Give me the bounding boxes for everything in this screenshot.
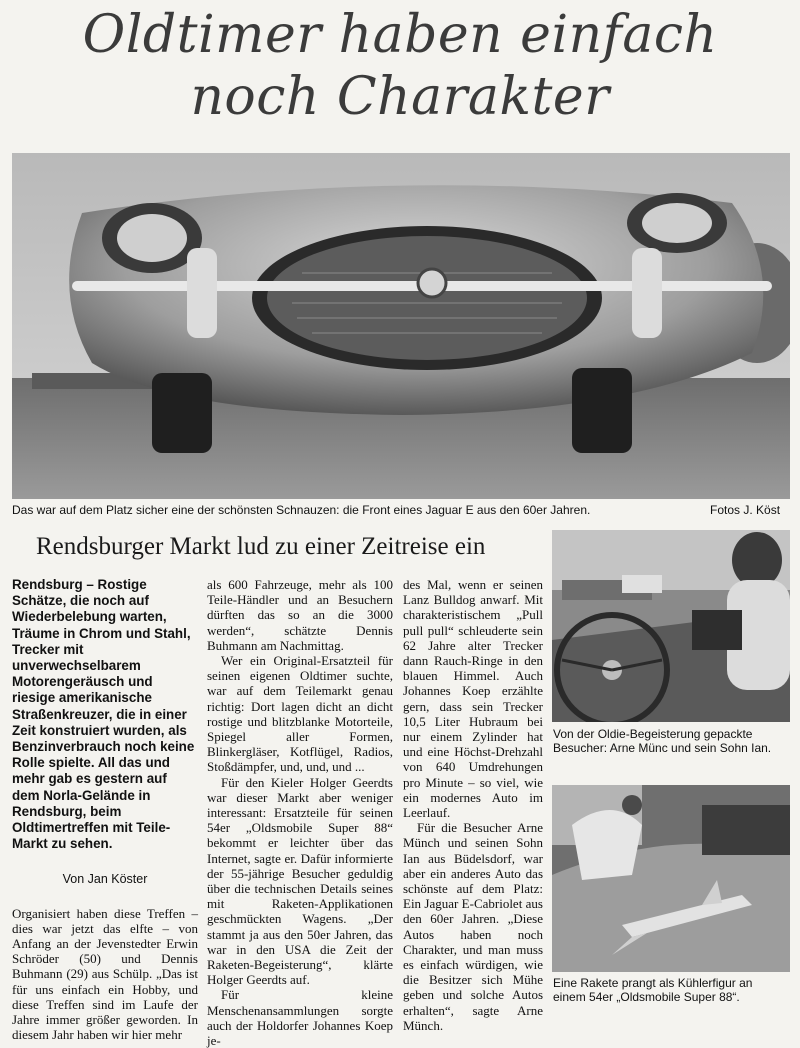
article-paragraph: Wer ein Original-Ersatzteil für seinen eigenen Oldtimer suchte, war auf dem Teilemarkt genau richtig: Dort lagen dicht an dicht rostige und blitzblanke Motorteile, Spiegel aller Formen, Blinkergläser, Kotflügel, Radios, Stoßdämpfer, und, und, und ... — [207, 653, 393, 775]
article-paragraph: als 600 Fahrzeuge, mehr als 100 Teile-Händler und an Besuchern dürften das so an die 3000 werden“, schätzte Dennis Buhmann am Nachmittag. — [207, 577, 393, 653]
article-column-2 — [207, 577, 393, 1048]
main-photo-caption: Das war auf dem Platz sicher eine der schönsten Schnauzen: die Front eines Jaguar E aus den 60er Jahren. — [12, 503, 591, 517]
subheadline: Rendsburger Markt lud zu einer Zeitreise ein — [36, 533, 486, 560]
article-paragraph: Für die Besucher Arne Münch und seinen Sohn Ian aus Büdelsdorf, war aber ein anderes Auto das schönste auf dem Platz: Ein Jaguar E-Cabriolet aus den 60er Jahren. „Diese Autos haben noch Charakter, und man muss es einfach würdigen, wie die Besitzer sich Mühe geben und solche Autos erhalten“, sagte Arne Münch. — [403, 820, 543, 1033]
side-photo-1-caption: Von der Oldie-Begeisterung gepackte Besucher: Arne Münc und sein Sohn Ian. — [553, 727, 772, 755]
article-column-1 — [12, 577, 198, 1042]
byline: Von Jan Köster — [62, 872, 148, 887]
article-paragraph: Für kleine Menschenansammlungen sorgte auch der Holdorfer Johannes Koep je- — [207, 987, 393, 1048]
article-paragraph: Für den Kieler Holger Geerdts war dieser Markt aber weniger interessant: Ersatzteile für seinen 54er „Oldsmobile Super 88“ bekommt er leichter über das Internet, sagte er. Dafür informierte der 55-jährige Besucher geduldig über die technischen Details seines mit Raketen-Applikationen geschmückten Wagens. „Der stammt ja aus den 50er Jahren, das war in den USA die Zeit der Raketen-Begeisterung“, klärte Holger Geerdts auf. — [207, 774, 393, 988]
photo-credit: Fotos J. Köst — [710, 503, 781, 517]
headline-line-2: noch Charakter — [190, 67, 610, 127]
headline — [0, 4, 800, 128]
article-lead: Rendsburg – Rostige Schätze, die noch auf Wiederbelebung warten, Träume in Chrom und Stahl, Trecker mit unverwechselbarem Motorengeräusch und riesige amerikanische Straßenkreuzer, die in einer Zeit konstruiert wurden, als Benzinverbrauch noch keine Rolle spielte. All das und mehr gab es gestern auf dem Norla-Gelände in Rendsburg, beim Oldtimertreffen mit Teile-Markt zu sehen. — [12, 577, 195, 852]
article-column-3 — [403, 577, 543, 1033]
side-photo-rocket-ornament — [552, 785, 790, 972]
main-photo-jaguar-front — [12, 153, 790, 499]
headline-line-1: Oldtimer haben einfach — [82, 5, 718, 65]
side-photo-2-caption: Eine Rakete prangt als Kühlerfigur an einem 54er „Oldsmobile Super 88“. — [553, 976, 753, 1004]
side-photo-car-interior — [552, 530, 790, 722]
article-paragraph: des Mal, wenn er seinen Lanz Bulldog anwarf. Mit charakteristischem „Pull pull pull“ schleuderte sein 62 Jahre alter Trecker dann Rauch-Ringe in den blauen Himmel. Auch Johannes Koep erzählte gern, dass sein Trecker 10,5 Liter Hubraum bei nur einem Zylinder hat und eine Höchst-Drehzahl von 640 Umdrehungen pro Minute – so viel, wie ein modernes Auto im Leerlauf. — [403, 577, 543, 821]
article-paragraph: Organisiert haben diese Treffen – dies war jetzt das elfte – von Anfang an der Jevenstedter Erwin Schröder (50) und Dennis Buhmann (29) aus Schülp. „Das ist für uns einfach ein Hobby, und diese Treffen sind im Laufe der Jahre immer größer geworden. In diesem Jahr haben wir hier mehr — [12, 905, 198, 1043]
